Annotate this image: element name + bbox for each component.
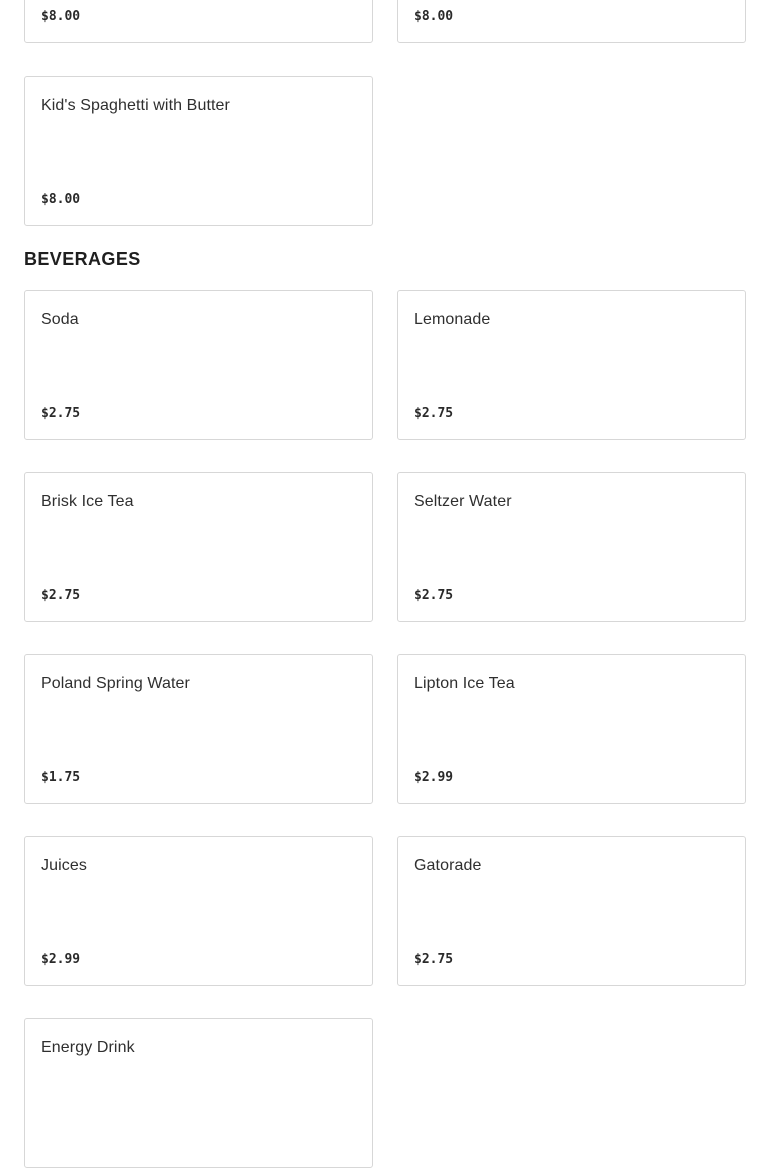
- menu-item-card[interactable]: [397, 472, 746, 622]
- menu-item-price: $8.00: [41, 9, 81, 24]
- menu-item-price: $2.75: [414, 406, 454, 421]
- menu-item-price: $2.75: [414, 588, 454, 603]
- menu-item-card[interactable]: [397, 290, 746, 440]
- menu-item-name: Soda: [41, 311, 79, 328]
- menu-item-price: $1.75: [41, 770, 81, 785]
- menu-item-price: $8.00: [41, 192, 81, 207]
- menu-item-name: Lipton Ice Tea: [414, 675, 515, 692]
- menu-item-card[interactable]: [24, 472, 373, 622]
- menu-item-price: $2.75: [41, 588, 81, 603]
- menu-item-card[interactable]: [397, 836, 746, 986]
- menu-item-card[interactable]: [397, 0, 746, 43]
- menu-item-card[interactable]: [24, 1018, 373, 1168]
- menu-item-price: $8.00: [414, 9, 454, 24]
- menu-item-price: $2.99: [41, 952, 81, 967]
- menu-item-price: $2.99: [414, 770, 454, 785]
- menu-item-name: Seltzer Water: [414, 493, 512, 510]
- menu-item-card[interactable]: [397, 654, 746, 804]
- menu-item-card[interactable]: [24, 836, 373, 986]
- menu-item-card[interactable]: [24, 76, 373, 226]
- menu-item-name: Gatorade: [414, 857, 482, 874]
- menu-item-price: $2.75: [41, 406, 81, 421]
- menu-item-price: $2.75: [414, 952, 454, 967]
- menu-item-name: Juices: [41, 857, 87, 874]
- menu-item-card[interactable]: [24, 0, 373, 43]
- section-title-beverages: BEVERAGES: [24, 249, 141, 269]
- menu-item-name: Brisk Ice Tea: [41, 493, 134, 510]
- menu-item-card[interactable]: [24, 654, 373, 804]
- menu-item-card[interactable]: [24, 290, 373, 440]
- menu-item-name: Kid's Spaghetti with Butter: [41, 97, 230, 114]
- menu-item-name: Energy Drink: [41, 1039, 135, 1056]
- menu-item-name: Lemonade: [414, 311, 491, 328]
- menu-item-name: Poland Spring Water: [41, 675, 190, 692]
